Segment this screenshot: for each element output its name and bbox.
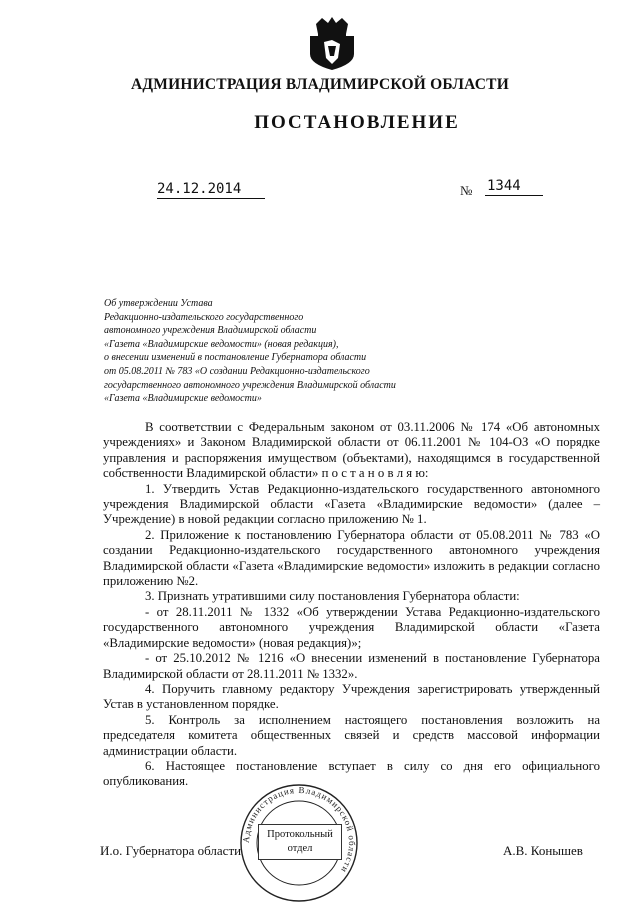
clause-4: 4. Поручить главному редактору Учреждения зарегистрировать утвержденный Устав в установленном порядке.: [103, 681, 600, 712]
clause-1: 1. Утвердить Устав Редакционно-издательского государственного автономного учреждения Владимирской области «Газета «Владимирские ведомости» (далее – Учреждение) в новой редакции согласно приложению № 1.: [103, 481, 600, 527]
stamp-label: Протокольный отдел: [258, 824, 342, 860]
document-subject: [104, 297, 484, 406]
clause-5: 5. Контроль за исполнением настоящего постановления возложить на председателя комитета общественных связей и средств массовой информации администрации области.: [103, 712, 600, 758]
document-type: ПОСТАНОВЛЕНИЕ: [254, 112, 460, 133]
subject-line: о внесении изменений в постановление Губернатора области: [104, 352, 367, 364]
subject-line: государственного автономного учреждения Владимирской области: [104, 379, 396, 391]
stamp-ring-text: Администрация Владимирской области: [240, 784, 358, 876]
document-date: 24.12.2014: [157, 181, 265, 199]
document-number: 1344: [485, 178, 543, 196]
subject-line: Об утверждении Устава: [104, 298, 213, 309]
number-label: №: [460, 183, 473, 198]
clause-3-item-b: - от 25.10.2012 № 1216 «О внесении изменений в постановление Губернатора Владимирской области от 28.11.2011 № 1332».: [103, 651, 600, 681]
organization-name: АДМИНИСТРАЦИЯ ВЛАДИМИРСКОЙ ОБЛАСТИ: [131, 76, 509, 93]
preamble-paragraph: В соответствии с Федеральным законом от 03.11.2006 № 174 «Об автономных учреждениях» и Законом Владимирской области от 06.11.2001 № 104-ОЗ «О порядке управления и распоряжения имуществом (объектами), находящимся в государственной собственности Владимирской области» п о с т а н о в л я ю:: [103, 420, 600, 481]
subject-line: «Газета «Владимирские ведомости»: [104, 393, 262, 405]
clause-2: 2. Приложение к постановлению Губернатора области от 05.08.2011 № 783 «О создании Редакционно-издательского государственного автономного учреждения Владимирской области «Газета «Владимирские ведомости» изложить в редакции согласно приложению №2.: [103, 527, 600, 589]
document-body: [103, 420, 600, 790]
subject-line: «Газета «Владимирские ведомости» (новая редакция),: [104, 338, 339, 350]
clause-6: 6. Настоящее постановление вступает в силу со дня его официального опубликования.: [103, 758, 600, 789]
subject-line: от 05.08.2011 № 783 «О создании Редакционно-издательского: [104, 365, 370, 377]
subject-line: Редакционно-издательского государственного: [104, 311, 304, 323]
signatory-position: И.о. Губернатора области: [100, 843, 242, 858]
signatory-name: А.В. Конышев: [503, 843, 583, 858]
coat-of-arms-icon: [306, 14, 358, 72]
subject-line: автономного учреждения Владимирской области: [104, 325, 317, 337]
clause-3-item-a: - от 28.11.2011 № 1332 «Об утверждении Устава Редакционно-издательского государственного автономного учреждения Владимирской области «Газета «Владимирские ведомости» (новая редакция)»;: [103, 604, 600, 650]
clause-3: 3. Признать утратившими силу постановления Губернатора области:: [145, 589, 520, 604]
